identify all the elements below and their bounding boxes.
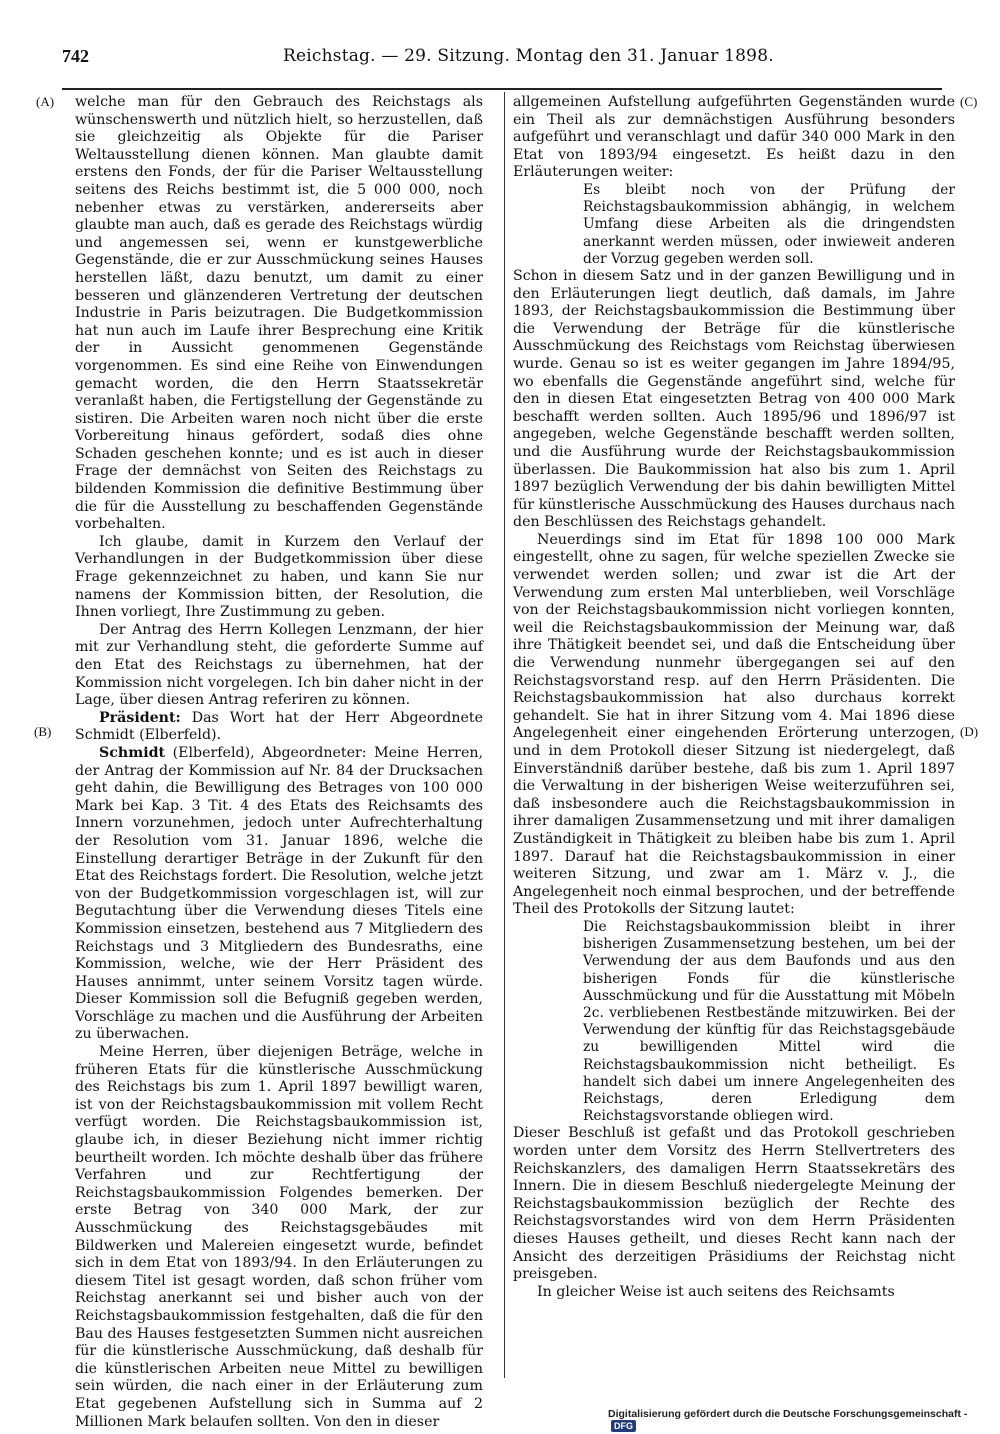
digitization-credit [608, 1408, 988, 1432]
speaker-paragraph [75, 710, 483, 745]
paragraph: Schon in diesem Satz und in der ganzen Bewilligung und in den Erläuterungen liegt deutlich, daß damals, im Jahre 1893, der Reichstagsbaukommission die Bestimmung über die Verwendung der Beträge für die künstlerische Ausschmückung des Reichstags vom Reichstag überwiesen wurde. Genau so ist es weiter gegangen im Jahre 1894/95, wo ebenfalls die Gegenstände angeführt sind, welche für den in diesen Etat eingesetzten Betrag von 400 000 Mark beschafft werden sollten. Auch 1895/96 und 1896/97 ist angegeben, welche Gegenstände beschafft werden sollten, und die Ausführung wurde der Reichstagsbaukommission überlassen. Die Baukommission hat also bis zum 1. April 1897 bezüglich Verwendung der bis dahin bewilligten Mittel für künstlerische Ausschmückung des Hauses durchaus nach den Beschlüssen des Reichstags gehandelt. [513, 267, 955, 531]
page-title: Reichstag. — 29. Sitzung. Montag den 31. Januar 1898. [283, 46, 774, 66]
paragraph: Meine Herren, über diejenigen Beträge, welche in früheren Etats für die künstlerische Ausschmückung des Reichstags bis zum 1. April 1897 bewilligt waren, ist von der Reichstagsbaukommission mit vollem Recht verfügt worden. Die Reichstagsbaukommission ist, glaube ich, in dieser Beziehung nicht immer richtig beurtheilt worden. Ich möchte deshalb über das frühere Verfahren und zur Rechtfertigung der Reichstagsbaukommission Folgendes bemerken. Der erste Betrag von 340 000 Mark, der zur Ausschmückung des Reichstagsgebäudes mit Bildwerken und Malereien eingesetzt wurde, befindet sich in dem Etat von 1893/94. In den Erläuterungen zu diesem Titel ist gesagt worden, daß schon früher vom Reichstag anerkannt sei und bisher auch von der Reichstagsbaukommission festgehalten, daß die für den Bau des Hauses festgesetzten Summen nicht ausreichen für die künstlerische Ausschmückung, daß deshalb für die künstlerischen Arbeiten neue Mittel zu bewilligen sein würden, die nach einer in der Erläuterung zum Etat gegebenen Aufstellung sich in Summa auf 2 Millionen Mark belaufen sollten. Von den in dieser [75, 1044, 483, 1430]
header-rule [62, 88, 942, 90]
speaker-name: Präsident: [99, 709, 181, 726]
paragraph: welche man für den Gebrauch des Reichstags als wünschenswerth und nützlich hielt, so herzustellen, daß sie gleichzeitig als Objekte für die Pariser Weltausstellung dienen können. Man glaubte damit erstens den Fonds, der für die Pariser Weltausstellung seitens des Reichs bestimmt ist, die 5 000 000, noch nebenher etwas zu verstärken, andererseits aber glaubte man auch, daß es gerade des Reichstags würdig und angemessen sei, wenn er kunstgewerbliche Gegenstände, die er zur Ausschmückung seines Hauses herstellen läßt, dazu benutzt, um damit zu einer besseren und glänzenderen Vertretung der deutschen Industrie in Paris beizutragen. Die Budgetkommission hat nun auch im Laufe ihrer Besprechung eine Kritik der in Aussicht genommenen Gegenstände vorgenommen. Es sind eine Reihe von Einwendungen gemacht worden, die den Herrn Staatssekretär veranlaßt haben, die Fertigstellung der Gegenstände zu sistiren. Die Arbeiten waren noch nicht über die erste Vorbereitung hinaus gefördert, sodaß dies ohne Schaden geschehen konnte; und es ist auch in dieser Frage der demnächst von Seiten des Reichstags zu bildenden Kommission die definitive Bestimmung über die für die Ausstellung zu beschaffenden Gegenstände vorbehalten. [75, 94, 483, 533]
margin-marker-d: (D) [960, 724, 979, 739]
block-quote: Die Reichstagsbaukommission bleibt in ihrer bisherigen Zusammensetzung bestehen, um bei der Verwendung der aus dem Baufonds und aus den bisherigen Fonds für die künstlerische Ausschmückung und für die Ausstattung mit Möbeln 2c. verbliebenen Restbestände mitzuwirken. Bei der Verwendung der künftig für das Reichstagsgebäude zu bewilligenden Mittel wird die Reichstagsbaukommission nicht betheiligt. Es handelt sich dabei um innere Angelegenheiten des Reichstags, deren Erledigung dem Reichstagsvorstande obliegen wird. [583, 918, 955, 1125]
speech-text: Das Wort hat der Herr Abgeordnete Schmidt (Elberfeld). [75, 709, 483, 744]
speech-text: (Elberfeld), Abgeordneter: Meine Herren, der Antrag der Kommission auf Nr. 84 der Drucksachen geht dahin, die Bewilligung des Betrages von 100 000 Mark bei Kap. 3 Tit. 4 des Etats des Reichsamts des Innern vorzunehmen, jedoch unter Aufrechterhaltung der Resolution vom 31. Januar 1896, welche die Einstellung derartiger Beträge in der Zukunft für den Etat des Reichstags fordert. Die Resolution, welche jetzt von der Budgetkommission vorgeschlagen ist, will zur Begutachtung über die Verwendung dieses Titels eine Kommission einsetzen, bestehend aus 7 Mitgliedern des Reichstags und 3 Mitgliedern des Bundesraths, eine Kommission, welche, wie der Herr Präsident des Hauses annimmt, unter seinem Vorsitz tagen würde. Dieser Kommission soll die Befugniß gegeben werden, Vorschläge zu machen und die Ausführung der Arbeiten zu überwachen. [75, 744, 483, 1043]
block-quote: Es bleibt noch von der Prüfung der Reichstagsbaukommission abhängig, in welchem Umfang diese Arbeiten als die dringendsten anerkannt werden müssen, oder inwieweit anderen der Vorzug gegeben werden soll. [583, 181, 955, 267]
running-header [58, 46, 938, 72]
margin-marker-c: (C) [960, 94, 978, 109]
column-divider [504, 92, 505, 1378]
paragraph: allgemeinen Aufstellung aufgeführten Gegenständen wurde ein Theil als zur demnächstigen Ausführung besonders aufgeführt und veranschlagt und dafür 340 000 Mark in den Etat von 1893/94 eingesetzt. Es heißt dazu in den Erläuterungen weiter: [513, 94, 955, 181]
speaker-name: Schmidt [99, 744, 166, 761]
page-number: 742 [62, 46, 89, 66]
speaker-paragraph [75, 745, 483, 1044]
right-column [513, 94, 955, 1301]
credit-text: Digitalisierung gefördert durch die Deutsche Forschungsgemeinschaft - [608, 1408, 968, 1420]
margin-marker-b: (B) [34, 724, 52, 739]
left-column [75, 94, 483, 1431]
paragraph: Neuerdings sind im Etat für 1898 100 000 Mark eingestellt, ohne zu sagen, für welche speziellen Zwecke sie verwendet werden sollen; und zwar ist die Art der Verwendung zum ersten Mal unterblieben, weil Vorschläge von der Reichstagsbaukommission nicht vorliegen konnten, weil die Reichstagsbaukommission der Meinung war, daß ihre Thätigkeit beendet sei, und daß die Entscheidung über die Verwendung nunmehr übergegangen sei auf den Reichstagsvorstand resp. auf den Herrn Präsidenten. Die Reichstagsbaukommission hat also durchaus korrekt gehandelt. Sie hat in ihrer Sitzung vom 4. Mai 1896 diese Angelegenheit einer eingehenden Erörterung unterzogen, und in dem Protokoll dieser Sitzung ist niedergelegt, daß Einverständniß darüber bestehe, daß bis zum 1. April 1897 die Verwaltung in der bisherigen Weise weiterzuführen sei, daß insbesondere auch die Reichstagsbaukommission in ihrer damaligen Zusammensetzung und mit ihrer damaligen Zuständigkeit in Thätigkeit zu bleiben habe bis zum 1. April 1897. Darauf hat die Reichstagsbaukommission in einer weiteren Sitzung, und zwar am 1. März v. J., die Angelegenheit noch einmal besprochen, und der betreffende Theil des Protokolls der Sitzung lautet: [513, 531, 955, 918]
paragraph: In gleicher Weise ist auch seitens des Reichsamts [537, 1283, 895, 1300]
paragraph: Dieser Beschluß ist gefaßt und das Protokoll geschrieben worden unter dem Vorsitz des Herrn Stellvertreters des Reichskanzlers, des damaligen Herrn Staatssekretärs des Innern. Die in diesem Beschluß niedergelegte Meinung der Reichstagsbaukommission bezüglich der Rechte des Reichstagsvorstandes wird von dem Herrn Präsidenten dieses Hauses getheilt, und dieses Recht kann nach der Ansicht des derzeitigen Präsidiums der Reichstag nicht preisgeben. [513, 1125, 955, 1283]
paragraph: Der Antrag des Herrn Kollegen Lenzmann, der hier mit zur Verhandlung steht, die geforderte Summe auf den Etat des Reichstags zu übernehmen, hat der Kommission nicht vorgelegen. Ich bin daher nicht in der Lage, über diesen Antrag referiren zu können. [75, 621, 483, 709]
margin-marker-a: (A) [36, 94, 55, 109]
paragraph: Ich glaube, damit in Kurzem den Verlauf der Verhandlungen in der Budgetkommission über diese Frage gekennzeichnet zu haben, und kann Sie nur namens der Kommission bitten, der Resolution, die Ihnen vorliegt, Ihre Zustimmung zu geben. [75, 533, 483, 621]
dfg-logo: DFG [611, 1420, 636, 1432]
